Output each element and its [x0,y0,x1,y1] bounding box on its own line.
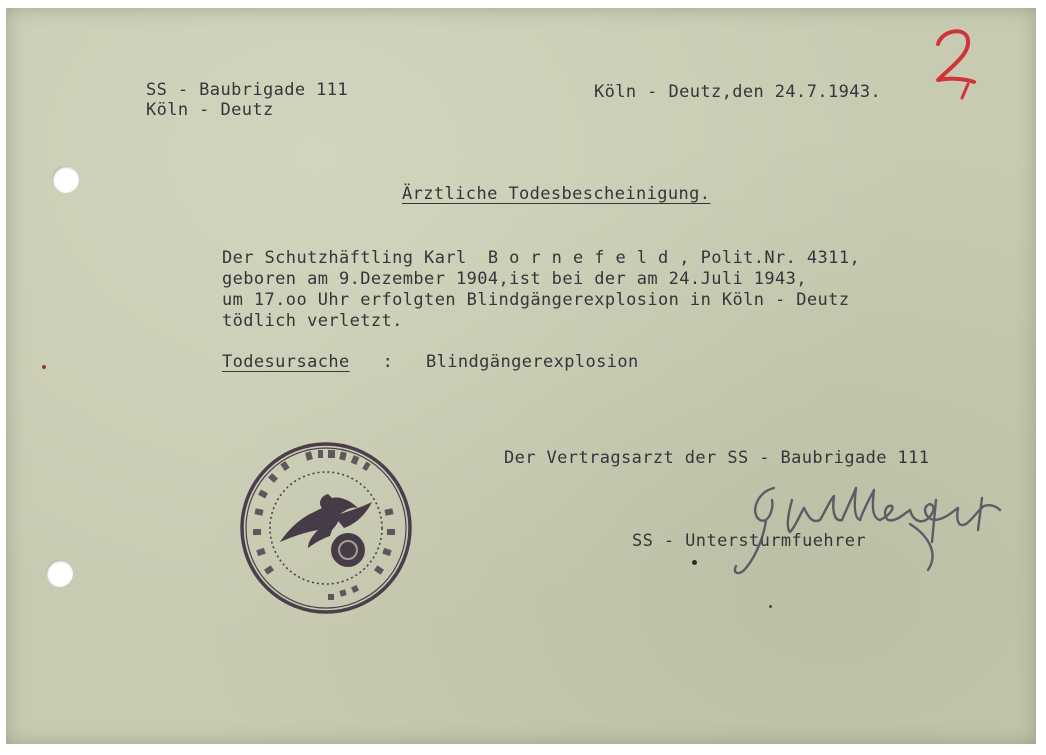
body-line-1: Der Schutzhäftling Karl B o r n e f e l d , Polit.Nr. 4311, [222,248,861,268]
cause-separator: : [372,352,394,372]
body-line-4: tödlich verletzt. [222,311,403,331]
sender-line-1: SS - Baubrigade 111 [146,80,349,100]
handwritten-signature-icon [696,470,1006,590]
punch-hole-bottom [46,560,73,587]
document-page [6,8,1036,744]
document-title: Ärztliche Todesbescheinigung. [402,184,711,204]
body-line-3: um 17.oo Uhr erfolgten Blindgängerexplosion in Köln - Deutz [222,290,850,310]
official-eagle-stamp-icon [236,438,416,618]
signer-title: Der Vertragsarzt der SS - Baubrigade 111 [504,448,930,468]
body-line-2: geboren am 9.Dezember 1904,ist bei der am 24.Juli 1943, [222,269,807,289]
sender-line-2: Köln - Deutz [146,100,274,120]
page-number-mark-icon [924,22,980,100]
ink-speck [769,605,772,608]
place-date: Köln - Deutz,den 24.7.1943. [594,82,882,102]
signer-rank: SS - Untersturmfuehrer [632,531,866,551]
ink-speck [42,365,46,369]
cause-label: Todesursache [222,352,350,372]
cause-value: Blindgängerexplosion [426,352,639,372]
punch-hole-top [52,166,79,193]
